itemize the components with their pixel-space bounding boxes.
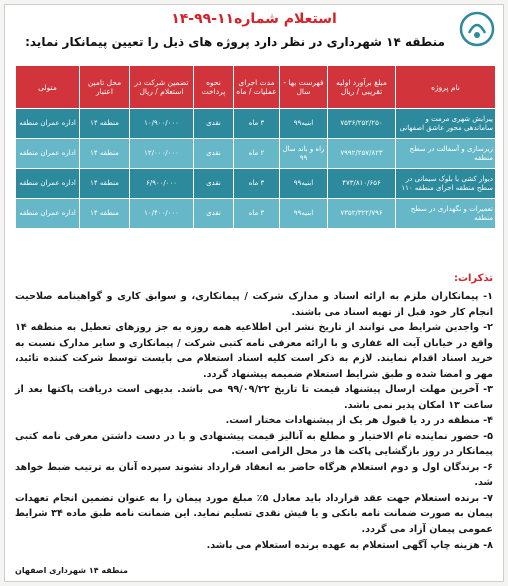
table-cell: تعمیرات و نگهداری در سطح منطقه — [396, 199, 496, 229]
table-cell: راه و باند سال ۹۹ — [280, 139, 328, 169]
table-row — [16, 199, 496, 229]
table-cell: اداره عمران منطقه — [16, 169, 80, 199]
table-cell: ۲ ماه — [234, 139, 280, 169]
note-item: ۵- حضور نماینده تام الاختیار و مطلع به آنالیز قیمت پیشنهادی و با در دست داشتن معرفی نامه کتبی پیمانکار در روز بازگشایی پاکت ها در محل الزامی است. — [15, 430, 493, 458]
table-cell: نقدی — [194, 199, 234, 229]
announcement-page — [4, 4, 504, 582]
table-cell: منطقه ۱۴ — [80, 169, 130, 199]
table-row — [16, 109, 496, 139]
note-item: ۴- منطقه در رد یا قبول هر یک از پیشنهادات مختار است. — [225, 415, 493, 427]
note-item: ۱- پیمانکاران ملزم به ارائه اسناد و مدارک شرکت / پیمانکاری، و سوابق کاری و گواهینامه صلاحیت انجام کار خود قبل از تهیه اسناد می باشند. — [15, 291, 493, 318]
table-cell: ۳ ماه — [234, 199, 280, 229]
table-cell: منطقه ۱۴ — [80, 139, 130, 169]
table-cell: منطقه ۱۴ — [80, 109, 130, 139]
column-header: تضمین شرکت در استعلام / ریال — [130, 66, 194, 109]
table-cell: منطقه ۱۴ — [80, 199, 130, 229]
table-cell: اداره عمران منطقه — [16, 139, 80, 169]
table-row — [16, 139, 496, 169]
table-cell: نقدی — [194, 169, 234, 199]
table-cell: ۷۳۵۲/۳۲۲/۷۹۶ — [328, 199, 396, 229]
table-cell: زیرسازی و آسفالت در سطح منطقه — [396, 139, 496, 169]
table-cell: دیوار کشی با بلوک سیمانی در سطح منطقه اجرای منطقه ۱۱۰ — [396, 169, 496, 199]
table-cell: ۶/۹۰۰/۰۰۰ — [130, 169, 194, 199]
column-header: نحوه پرداخت — [194, 66, 234, 109]
municipality-logo-icon — [459, 11, 495, 47]
notes-title: تذکرات: — [453, 273, 493, 284]
table-cell: ۳ ماه — [234, 109, 280, 139]
table-cell: ۱۲/۰۰۰/۰۰۰ — [130, 139, 194, 169]
note-item: ۸- هزینه چاپ آگهی استعلام به عهده برنده استعلام می باشد. — [206, 539, 493, 551]
projects-table — [15, 65, 496, 229]
table-cell: اداره عمران منطقه — [16, 199, 80, 229]
note-item: ۶- برندگان اول و دوم استعلام هرگاه حاضر به انعقاد قرارداد نشوند سپرده آنان به ترتیب ضبط خواهد شد. — [15, 461, 493, 489]
notes-list — [15, 289, 493, 553]
table-row — [16, 169, 496, 199]
table-cell: نقدی — [194, 109, 234, 139]
note-item: ۲- واجدین شرایط می توانند از تاریخ نشر این اطلاعیه همه روزه به جز روزهای تعطیل به منطقه ۱۴ واقع در خیابان آیت اله غفاری و با ارائه معرفی نامه کتبی شرکت / پیمانکاری و سایر مدارک نسبت به خرید اسناد اقدام نمایند. لازم به ذکر است کلیه اسناد استعلام می بایست توسط شرکت کننده تائید، مهر و امضا شده و طبق شرایط استعلام ضمیمه پیشنهاد گردد. — [15, 322, 493, 380]
table-cell: ۷۵۳۶/۲۵۲/۲۵۰ — [328, 109, 396, 139]
note-item: ۳- آخرین مهلت ارسال پیشنهاد قیمت تا تاریخ ۹۹/۰۹/۲۲ می باشد. بدیهی است دریافت پاکتها بعد از ساعت ۱۳ امکان پذیر نمی باشد. — [15, 384, 494, 411]
table-cell: ۱۰/۹۰۰/۰۰۰ — [130, 109, 194, 139]
column-header: مدت اجرای عملیات / ماه — [234, 66, 280, 109]
table-cell: اداره عمران منطقه — [16, 109, 80, 139]
column-header: مبلغ برآورد اولیه تقریبی / ریال — [328, 66, 396, 109]
announcement-title: استعلام شماره۱۱-۹۹-۱۴ — [171, 11, 337, 27]
table-cell: ۱۰/۴۰۰/۰۰۰ — [130, 199, 194, 229]
table-cell: ابنیه۹۹ — [280, 169, 328, 199]
table-header-row — [16, 66, 496, 109]
table-cell: ۴۷۳/۸۱۰/۶۵۶ — [328, 169, 396, 199]
column-header: محل تامین اعتبار — [80, 66, 130, 109]
table-cell: ۳ ماه — [234, 169, 280, 199]
column-header: متولی — [16, 66, 80, 109]
table-cell: پیرایش شهری مرمت و ساماندهی محور عاشق اصفهانی — [396, 109, 496, 139]
table-cell: نقدی — [194, 139, 234, 169]
announcement-subtitle: منطقه ۱۴ شهرداری در نظر دارد پروژه های ذیل را تعیین پیمانکار نماید: — [25, 35, 445, 49]
column-header: نام پروژه — [396, 66, 496, 109]
column-header: فهرست بها - سال — [280, 66, 328, 109]
table-cell: ابنیه۹۹ — [280, 109, 328, 139]
issuer-signature: منطقه ۱۴ شهرداری اصفهان — [15, 566, 128, 575]
note-item: ۷- برنده استعلام جهت عقد قرارداد باید معادل ۵٪ مبلغ مورد پیمان را به عنوان تضمین انجام تعهدات پیمان به صورت ضمانت نامه بانکی و یا فیش نقدی تسلیم نماید. این ضمانت نامه طبق ماده ۳۴ شرایط عمومی پیمان آزاد می گردد. — [15, 492, 494, 535]
table-cell: ابنیه۹۹ — [280, 199, 328, 229]
table-cell: ۷۹۹۲/۲۵۷/۸۲۳ — [328, 139, 396, 169]
